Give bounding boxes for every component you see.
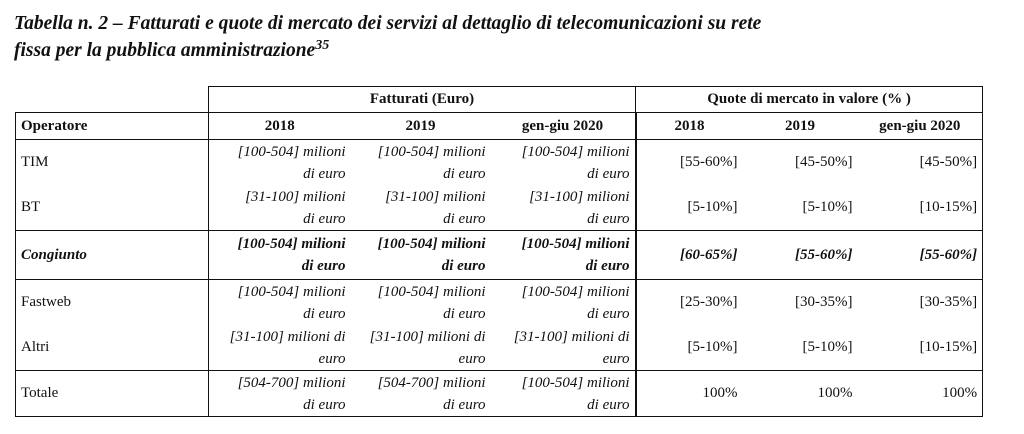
operator-name: TIM [16, 140, 209, 186]
col-header-f2018: 2018 [209, 113, 351, 140]
share-cell: [45-50%] [858, 140, 983, 186]
operator-name: Altri [16, 325, 209, 371]
revenue-cell: [100-504] milioni di euro [491, 231, 636, 280]
revenue-cell: [100-504] milioni di euro [521, 283, 630, 322]
share-cell: 100% [636, 371, 743, 417]
share-cell: [55-60%] [743, 231, 858, 280]
share-cell: [5-10%] [636, 185, 743, 231]
col-header-operatore: Operatore [16, 113, 209, 140]
table-row [16, 140, 983, 186]
operator-name: Totale [16, 371, 209, 417]
revenue-cell: [31-100] milioni di euro [369, 328, 486, 367]
share-cell: [5-10%] [636, 325, 743, 371]
col-header-q2019: 2019 [743, 113, 858, 140]
share-cell: [30-35%] [795, 294, 853, 311]
col-header-q2018: 2018 [636, 113, 743, 140]
share-cell: [25-30%] [636, 280, 743, 326]
group-header-quote: Quote di mercato in valore (% ) [636, 87, 983, 113]
col-header-f2020: gen-giu 2020 [491, 113, 636, 140]
revenue-cell: [31-100] milioni di euro [385, 188, 486, 227]
share-cell: [55-60%] [858, 231, 983, 280]
revenue-cell: [100-504] milioni di euro [491, 371, 636, 417]
market-share-table [15, 86, 983, 417]
corner-cell [16, 87, 209, 113]
caption-line-1: Tabella n. 2 – Fatturati e quote di mercato dei servizi al dettaglio di telecomunicazioni su rete [14, 13, 762, 34]
share-cell: [60-65%] [636, 231, 743, 280]
footnote-marker: 35 [315, 38, 330, 53]
share-cell: [10-15%] [858, 325, 983, 371]
revenue-cell: [100-504] milioni di euro [377, 283, 486, 322]
revenue-cell: [100-504] milioni di euro [377, 143, 486, 182]
revenue-cell: [31-100] milioni di euro [513, 328, 630, 367]
share-cell: [45-50%] [795, 154, 853, 171]
share-cell: [5-10%] [802, 339, 853, 356]
table-row [16, 280, 983, 326]
group-header-fatturati: Fatturati (Euro) [209, 87, 636, 113]
revenue-cell: [31-100] milioni di euro [209, 185, 351, 231]
share-cell: 100% [743, 371, 858, 417]
table-caption [14, 10, 1004, 64]
table-row [16, 185, 983, 231]
revenue-cell: [31-100] milioni di euro [209, 325, 351, 371]
operator-name: Fastweb [16, 280, 209, 326]
revenue-cell: [100-504] milioni di euro [209, 140, 351, 186]
revenue-cell: [504-700] milioni di euro [209, 371, 351, 417]
revenue-cell: [504-700] milioni di euro [351, 371, 491, 417]
table-row [16, 325, 983, 371]
table-row-totale [16, 371, 983, 417]
revenue-cell: [100-504] milioni di euro [209, 231, 351, 280]
col-header-q2020: gen-giu 2020 [858, 113, 983, 140]
revenue-cell: [100-504] milioni di euro [521, 143, 630, 182]
revenue-cell: [100-504] milioni di euro [351, 231, 491, 280]
share-cell: [10-15%] [858, 185, 983, 231]
operator-name: BT [16, 185, 209, 231]
col-header-f2019: 2019 [351, 113, 491, 140]
revenue-cell: [100-504] milioni di euro [209, 280, 351, 326]
share-cell: 100% [858, 371, 983, 417]
share-cell: [5-10%] [802, 199, 853, 216]
share-cell: [55-60%] [636, 140, 743, 186]
revenue-cell: [31-100] milioni di euro [529, 188, 630, 227]
operator-name: Congiunto [16, 231, 209, 280]
caption-line-2: fissa per la pubblica amministrazione [14, 40, 316, 61]
table-row-congiunto [16, 231, 983, 280]
share-cell: [30-35%] [858, 280, 983, 326]
